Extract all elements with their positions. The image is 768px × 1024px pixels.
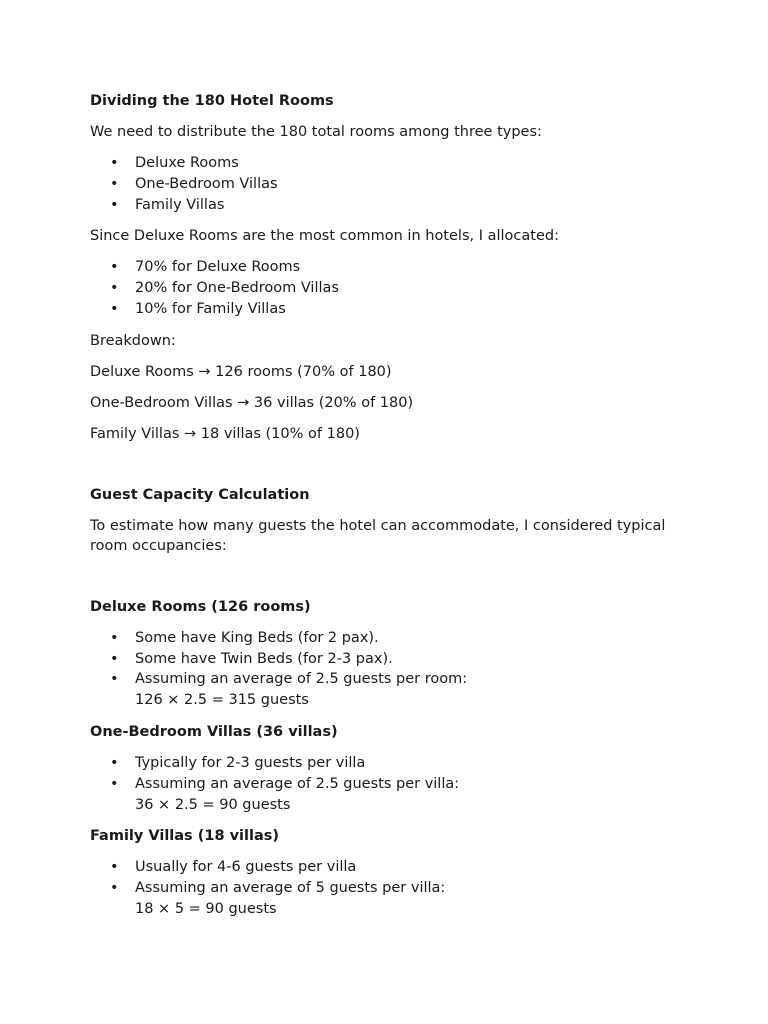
list-item: • Typically for 2-3 guests per villa xyxy=(90,753,670,774)
document-body xyxy=(90,91,670,931)
list-item: • Some have Twin Beds (for 2-3 pax). xyxy=(90,649,670,670)
breakdown-one-bedroom: One-Bedroom Villas → 36 villas (20% of 180) xyxy=(90,394,414,411)
subsection-title-deluxe: Deluxe Rooms (126 rooms) xyxy=(90,598,311,615)
breakdown-deluxe: Deluxe Rooms → 126 rooms (70% of 180) xyxy=(90,363,392,380)
bullet-icon: • xyxy=(110,880,119,897)
family-list xyxy=(90,857,670,919)
section-title-dividing-rooms: Dividing the 180 Hotel Rooms xyxy=(90,93,334,109)
list-item: • Some have King Beds (for 2 pax). xyxy=(90,628,670,649)
allocation-intro: Since Deluxe Rooms are the most common in hotels, I allocated: xyxy=(90,228,559,245)
bullet-icon: • xyxy=(110,775,119,792)
deluxe-list xyxy=(90,628,670,711)
list-item: • 70% for Deluxe Rooms xyxy=(90,257,670,278)
list-item: • One-Bedroom Villas xyxy=(90,174,670,195)
bullet-icon: • xyxy=(110,754,119,771)
list-item: • Assuming an average of 2.5 guests per villa: 36 × 2.5 = 90 guests xyxy=(90,774,670,816)
breakdown-family: Family Villas → 18 villas (10% of 180) xyxy=(90,425,360,442)
intro-paragraph: We need to distribute the 180 total rooms among three types: xyxy=(90,124,542,140)
bullet-icon: • xyxy=(110,650,119,667)
bullet-icon: • xyxy=(110,155,119,171)
bullet-icon: • xyxy=(110,859,119,876)
room-types-list xyxy=(90,153,670,215)
list-item: • 10% for Family Villas xyxy=(90,299,670,320)
subsection-title-one-bedroom: One-Bedroom Villas (36 villas) xyxy=(90,723,338,740)
spacer xyxy=(90,455,670,485)
list-item: • Family Villas xyxy=(90,195,670,216)
spacer xyxy=(90,567,670,597)
bullet-icon: • xyxy=(110,280,119,297)
one-bedroom-list xyxy=(90,753,670,815)
list-item: • Assuming an average of 5 guests per villa: 18 × 5 = 90 guests xyxy=(90,878,670,920)
bullet-icon: • xyxy=(110,629,119,646)
subsection-title-family: Family Villas (18 villas) xyxy=(90,828,279,845)
bullet-icon: • xyxy=(110,671,119,688)
calc-line: 126 × 2.5 = 315 guests xyxy=(135,692,309,709)
list-item: • 20% for One-Bedroom Villas xyxy=(90,278,670,299)
list-item: • Assuming an average of 2.5 guests per room: 126 × 2.5 = 315 guests xyxy=(90,669,670,711)
list-item: • Deluxe Rooms xyxy=(90,153,670,174)
calc-line: 36 × 2.5 = 90 guests xyxy=(135,796,291,813)
calc-line: 18 × 5 = 90 guests xyxy=(135,900,277,917)
section-title-guest-capacity: Guest Capacity Calculation xyxy=(90,486,310,503)
bullet-icon: • xyxy=(110,259,119,276)
bullet-icon: • xyxy=(110,175,119,192)
breakdown-label: Breakdown: xyxy=(90,332,176,349)
bullet-icon: • xyxy=(110,300,119,317)
list-item: • Usually for 4-6 guests per villa xyxy=(90,857,670,878)
capacity-intro: To estimate how many guests the hotel can accommodate, I considered typical room occupancies: xyxy=(90,517,666,554)
allocation-list xyxy=(90,257,670,319)
bullet-icon: • xyxy=(110,196,119,213)
